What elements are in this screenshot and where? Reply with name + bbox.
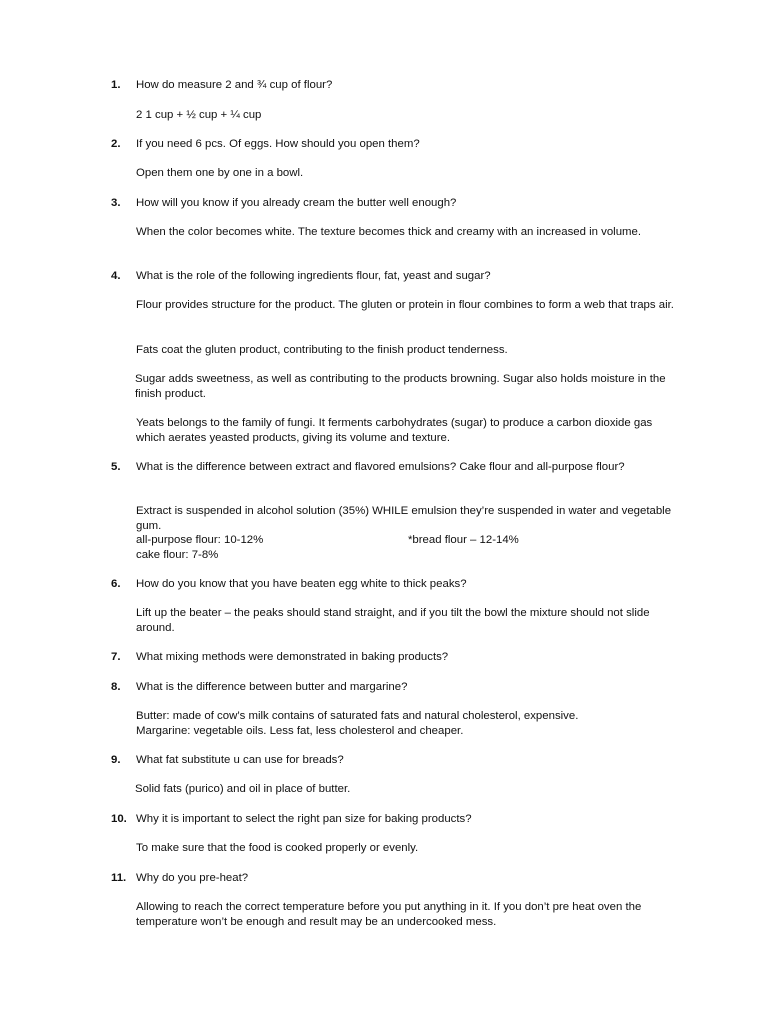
question-text: What is the role of the following ingredients flour, fat, yeast and sugar? (136, 270, 491, 282)
question-number: 10. (111, 813, 127, 825)
answer-11: Allowing to reach the correct temperature before you put anything in it. If you don’t pre heat oven the temperature won’t be enough and result may be an undercooked mess. (136, 901, 642, 928)
answer-2: Open them one by one in a bowl. (136, 167, 304, 179)
answer-10: To make sure that the food is cooked properly or evenly. (136, 842, 419, 854)
question-text: How will you know if you already cream the butter well enough? (136, 197, 457, 209)
all-purpose-flour: all-purpose flour: 10-12% (136, 534, 264, 546)
answer-4-flour: Flour provides structure for the product. The gluten or protein in flour combines to form a web that traps air. (136, 299, 674, 311)
bread-flour: *bread flour – 12-14% (408, 534, 519, 546)
cake-flour: cake flour: 7-8% (136, 549, 219, 561)
question-text: What mixing methods were demonstrated in baking products? (136, 651, 449, 663)
question-text: Why it is important to select the right pan size for baking products? (136, 813, 472, 825)
question-text: If you need 6 pcs. Of eggs. How should you open them? (136, 138, 420, 150)
question-text: How do measure 2 and ¾ cup of flour? (136, 79, 333, 91)
question-number: 11. (111, 872, 127, 884)
answer-4-yeast: Yeats belongs to the family of fungi. It ferments carbohydrates (sugar) to produce a carbon dioxide gas which aerates yeasted products, giving its volume and texture. (136, 417, 653, 444)
question-text: What is the difference between extract and flavored emulsions? Cake flour and all-purpose flour? (136, 461, 625, 473)
question-text: What fat substitute u can use for breads? (136, 754, 344, 766)
question-text: Why do you pre-heat? (136, 872, 249, 884)
question-text: What is the difference between butter and margarine? (136, 681, 408, 693)
question-number: 1. (111, 79, 121, 91)
answer-4-fats: Fats coat the gluten product, contributing to the finish product tenderness. (136, 344, 508, 356)
question-number: 7. (111, 651, 121, 663)
question-text: How do you know that you have beaten egg white to thick peaks? (136, 578, 467, 590)
question-number: 5. (111, 461, 121, 473)
answer-1: 2 1 cup + ½ cup + ¼ cup (136, 109, 262, 121)
answer-8-butter: Butter: made of cow’s milk contains of saturated fats and natural cholesterol, expensive. (136, 710, 579, 722)
question-number: 4. (111, 270, 121, 282)
question-number: 9. (111, 754, 121, 766)
answer-5-flour-row-1 (136, 533, 681, 548)
answer-9: Solid fats (purico) and oil in place of butter. (135, 783, 351, 795)
question-number: 2. (111, 138, 121, 150)
question-number: 8. (111, 681, 121, 693)
answer-8-margarine: Margarine: vegetable oils. Less fat, less cholesterol and cheaper. (136, 725, 464, 737)
answer-5-extract: Extract is suspended in alcohol solution (35%) WHILE emulsion they’re suspended in water and vegetable gum. (136, 505, 672, 532)
answer-6: Lift up the beater – the peaks should stand straight, and if you tilt the bowl the mixture should not slide around. (136, 607, 650, 634)
answer-4-sugar: Sugar adds sweetness, as well as contributing to the products browning. Sugar also holds moisture in the finish product. (135, 373, 666, 400)
question-number: 3. (111, 197, 121, 209)
answer-3: When the color becomes white. The texture becomes thick and creamy with an increased in volume. (136, 226, 642, 238)
question-number: 6. (111, 578, 121, 590)
